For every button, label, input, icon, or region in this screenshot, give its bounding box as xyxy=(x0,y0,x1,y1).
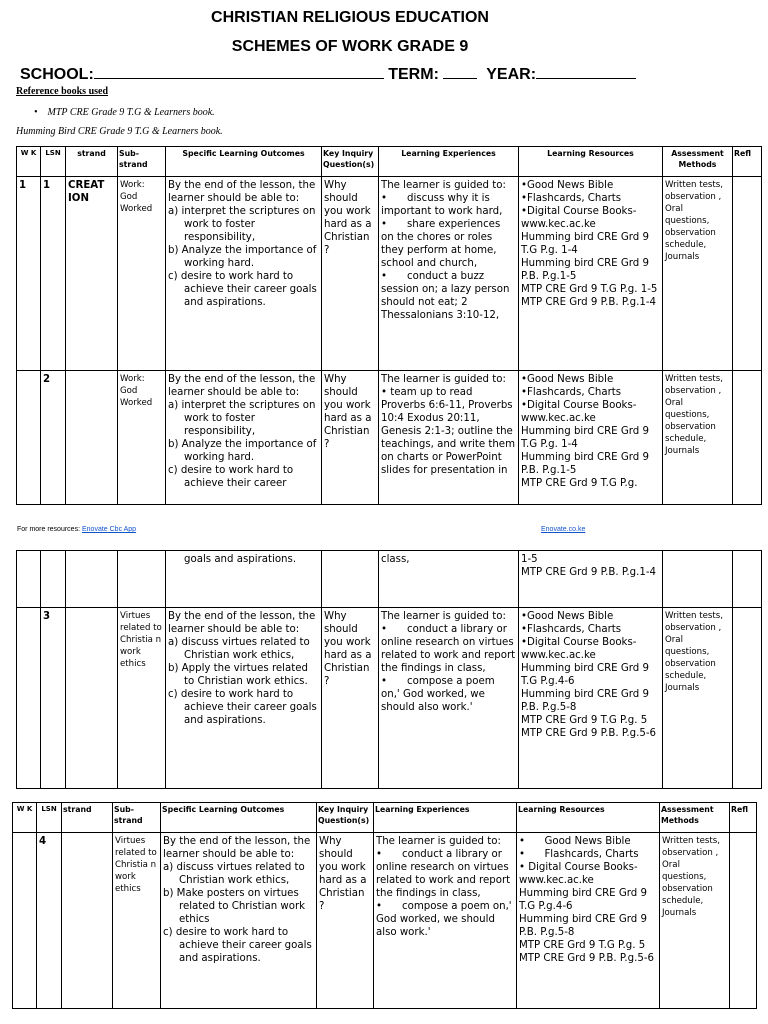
assessment-cell: Written tests, observation , Oral questions, observation schedule, Journals xyxy=(663,177,733,371)
col-strand: strand xyxy=(62,803,113,833)
col-experiences: Learning Experiences xyxy=(379,147,519,177)
col-substrand: Sub-strand xyxy=(118,147,166,177)
week-cell xyxy=(17,608,41,789)
col-wk: W K xyxy=(13,803,37,833)
resource-item: Humming bird CRE Grd 9 T.G P.g. 1-4 xyxy=(521,232,649,256)
experience-item: • discuss why it is important to work hard, xyxy=(381,193,503,217)
table-header-row xyxy=(17,147,762,177)
year-blank xyxy=(536,64,636,79)
col-outcomes: Specific Learning Outcomes xyxy=(161,803,317,833)
reflection-cell xyxy=(733,371,762,505)
lesson-cell: 4 xyxy=(37,833,62,1009)
week-cell xyxy=(17,551,41,608)
resource-item: Humming bird CRE Grd 9 P.B. P.g.5-8 xyxy=(521,689,649,713)
outcome-item: c) desire to work hard to achieve their career goals and aspirations. xyxy=(163,927,312,964)
experience-item: • compose a poem on,' God worked, we should also work.' xyxy=(381,676,495,713)
footer-left xyxy=(17,526,136,533)
resource-item: Humming bird CRE Grd 9 T.G P.g. 1-4 xyxy=(521,426,649,450)
scheme-table-3 xyxy=(12,802,757,1009)
resources-cell xyxy=(519,551,663,608)
experience-intro: The learner is guided to: xyxy=(381,180,506,191)
substrand-cell: Work: God Worked xyxy=(118,371,166,505)
experience-intro: The learner is guided to: xyxy=(381,611,506,622)
outcome-item: b) Analyze the importance of working hard. xyxy=(168,245,317,269)
strand-cell xyxy=(62,833,113,1009)
reflection-cell xyxy=(733,551,762,608)
resource-item: MTP CRE Grd 9 P.B. P.g.5-6 xyxy=(519,953,654,964)
site-link[interactable]: Enovate.co.ke xyxy=(541,526,586,533)
inquiry-cell: Why should you work hard as a Christian ? xyxy=(322,608,379,789)
school-blank xyxy=(94,64,384,79)
inquiry-cell: Why should you work hard as a Christian ? xyxy=(322,371,379,505)
experiences-cell xyxy=(379,371,519,505)
col-experiences: Learning Experiences xyxy=(374,803,517,833)
resource-item: •Good News Bible xyxy=(521,611,614,622)
outcome-item: a) discuss virtues related to Christian work ethics, xyxy=(168,637,310,661)
resource-item: •Flashcards, Charts xyxy=(521,193,622,204)
experiences-cell xyxy=(379,608,519,789)
outcomes-cell xyxy=(166,177,322,371)
outcomes-cell xyxy=(166,551,322,608)
lesson-cell: 1 xyxy=(41,177,66,371)
table-header-row xyxy=(13,803,757,833)
inquiry-cell: Why should you work hard as a Christian ? xyxy=(317,833,374,1009)
strand-cell xyxy=(66,608,118,789)
lesson-cell: 3 xyxy=(41,608,66,789)
reflection-cell xyxy=(733,177,762,371)
resource-item: Humming bird CRE Grd 9 T.G P.g.4-6 xyxy=(519,888,647,912)
col-reflection: Refl xyxy=(730,803,757,833)
substrand-cell: Virtues related to Christia n work ethics xyxy=(113,833,161,1009)
outcome-item: a) interpret the scriptures on work to foster responsibility, xyxy=(168,400,316,437)
outcome-intro: By the end of the lesson, the learner should be able to: xyxy=(168,374,316,398)
col-resources: Learning Resources xyxy=(519,147,663,177)
substrand-cell xyxy=(118,551,166,608)
outcome-intro: By the end of the lesson, the learner should be able to: xyxy=(168,611,316,635)
resource-item: •Flashcards, Charts xyxy=(521,624,622,635)
resources-cell xyxy=(519,177,663,371)
outcome-item: c) desire to work hard to achieve their career goals and aspirations. xyxy=(168,689,317,726)
substrand-cell: Work: God Worked xyxy=(118,177,166,371)
week-cell xyxy=(13,833,37,1009)
scheme-table-1 xyxy=(16,146,762,505)
resource-item: MTP CRE Grd 9 T.G P.g. xyxy=(521,478,638,489)
outcome-item: c) desire to work hard to achieve their career xyxy=(168,465,294,489)
outcome-item: a) interpret the scriptures on work to foster responsibility, xyxy=(168,206,316,243)
table-row xyxy=(17,551,762,608)
lesson-cell xyxy=(41,551,66,608)
outcome-intro: By the end of the lesson, the learner should be able to: xyxy=(168,180,316,204)
footer-right xyxy=(541,526,585,533)
reference-line: Humming Bird CRE Grade 9 T.G & Learners book. xyxy=(16,126,223,137)
experience-intro: The learner is guided to: xyxy=(376,836,501,847)
reflection-cell xyxy=(733,608,762,789)
resource-item: • Digital Course Books-www.kec.ac.ke xyxy=(519,862,638,886)
resource-item: •Digital Course Books- www.kec.ac.ke xyxy=(521,206,637,230)
school-term-year-line xyxy=(20,64,636,84)
reference-heading: Reference books used xyxy=(16,86,109,97)
outcome-item: c) desire to work hard to achieve their career goals and aspirations. xyxy=(168,271,317,308)
document-title: CHRISTIAN RELIGIOUS EDUCATION xyxy=(211,9,489,26)
outcome-item: b) Apply the virtues related to Christian work ethics. xyxy=(168,663,308,687)
reference-bullet: • MTP CRE Grade 9 T.G & Learners book. xyxy=(34,107,215,118)
outcome-item: a) discuss virtues related to Christian work ethics, xyxy=(163,862,305,886)
resource-item: •Digital Course Books- www.kec.ac.ke xyxy=(521,400,637,424)
resource-item: •Flashcards, Charts xyxy=(521,387,622,398)
outcomes-cell xyxy=(166,608,322,789)
col-substrand: Sub-strand xyxy=(113,803,161,833)
resource-item: •Good News Bible xyxy=(521,180,614,191)
resource-item: Humming bird CRE Grd 9 P.B. P.g.1-5 xyxy=(521,452,649,476)
col-assessment: Assessment Methods xyxy=(663,147,733,177)
resource-item: Humming bird CRE Grd 9 T.G P.g.4-6 xyxy=(521,663,649,687)
experience-item: • share experiences on the chores or roles they perform at home, school and church, xyxy=(381,219,501,269)
col-strand: strand xyxy=(66,147,118,177)
experience-item: • compose a poem on,' God worked, we should also work.' xyxy=(376,901,512,938)
table-row xyxy=(17,371,762,505)
resource-item: MTP CRE Grd 9 T.G P.g. 5 xyxy=(519,940,646,951)
inquiry-cell xyxy=(322,551,379,608)
experiences-cell xyxy=(379,177,519,371)
col-inquiry: Key Inquiry Question(s) xyxy=(317,803,374,833)
outcome-continued: goals and aspirations. xyxy=(184,554,297,565)
term-label: TERM: xyxy=(388,66,439,83)
resource-item: MTP CRE Grd 9 P.B. P.g.1-4 xyxy=(521,567,656,578)
inquiry-cell: Why should you work hard as a Christian ? xyxy=(322,177,379,371)
reflection-cell xyxy=(730,833,757,1009)
resources-cell xyxy=(519,371,663,505)
resource-item: Humming bird CRE Grd 9 P.B. P.g.1-5 xyxy=(521,258,649,282)
col-outcomes: Specific Learning Outcomes xyxy=(166,147,322,177)
outcome-intro: By the end of the lesson, the learner should be able to: xyxy=(163,836,311,860)
resources-cell xyxy=(517,833,660,1009)
assessment-cell: Written tests, observation , Oral questions, observation schedule, Journals xyxy=(663,608,733,789)
experience-item: • conduct a buzz session on; a lazy person should not eat; 2 Thessalonians 3:10-12, xyxy=(381,271,510,321)
col-assessment: Assessment Methods xyxy=(660,803,730,833)
outcome-item: b) Make posters on virtues related to Christian work ethics xyxy=(163,888,306,925)
resource-item: • Good News Bible xyxy=(519,836,631,847)
lesson-cell: 2 xyxy=(41,371,66,505)
experiences-cell xyxy=(374,833,517,1009)
scheme-table-2 xyxy=(16,550,762,789)
week-cell xyxy=(17,371,41,505)
resource-item: MTP CRE Grd 9 P.B. P.g.1-4 xyxy=(521,297,656,308)
experience-item: • conduct a library or online research on virtues related to work and report the findings in class, xyxy=(381,624,516,674)
strand-cell xyxy=(66,371,118,505)
col-reflection: Refl xyxy=(733,147,762,177)
col-lsn: LSN xyxy=(41,147,66,177)
table-row xyxy=(17,177,762,371)
resource-item: Humming bird CRE Grd 9 P.B. P.g.5-8 xyxy=(519,914,647,938)
resource-item: •Good News Bible xyxy=(521,374,614,385)
footer-label: For more resources: xyxy=(17,526,81,533)
outcomes-cell xyxy=(166,371,322,505)
table-row xyxy=(13,833,757,1009)
assessment-cell: Written tests, observation , Oral questions, observation schedule, Journals xyxy=(663,371,733,505)
strand-cell: CREAT ION xyxy=(66,177,118,371)
substrand-cell: Virtues related to Christia n work ethics xyxy=(118,608,166,789)
experience-item: • team up to read Proverbs 6:6-11, Proverbs 10:4 Exodus 20:11, Genesis 2:1-3; outline the teachings, and write them on charts or PowerPoint slides for presentation in xyxy=(381,387,515,476)
resource-item: MTP CRE Grd 9 T.G P.g. 5 xyxy=(521,715,648,726)
col-wk: W K xyxy=(17,147,41,177)
resource-item: MTP CRE Grd 9 T.G P.g. 1-5 xyxy=(521,284,658,295)
outcomes-cell xyxy=(161,833,317,1009)
experience-item: • conduct a library or online research on virtues related to work and report the findings in class, xyxy=(376,849,511,899)
term-blank xyxy=(443,64,477,79)
assessment-cell: Written tests, observation , Oral questions, observation schedule, Journals xyxy=(660,833,730,1009)
col-inquiry: Key Inquiry Question(s) xyxy=(322,147,379,177)
outcome-item: b) Analyze the importance of working hard. xyxy=(168,439,317,463)
col-lsn: LSN xyxy=(37,803,62,833)
week-cell: 1 xyxy=(17,177,41,371)
col-resources: Learning Resources xyxy=(517,803,660,833)
table-row xyxy=(17,608,762,789)
school-label: SCHOOL: xyxy=(20,66,94,83)
resource-item: MTP CRE Grd 9 P.B. P.g.5-6 xyxy=(521,728,656,739)
assessment-cell xyxy=(663,551,733,608)
strand-cell xyxy=(66,551,118,608)
experiences-cell: class, xyxy=(379,551,519,608)
resource-item: •Digital Course Books- www.kec.ac.ke xyxy=(521,637,637,661)
resource-item: 1-5 xyxy=(521,554,538,565)
document-subtitle: SCHEMES OF WORK GRADE 9 xyxy=(231,38,469,55)
app-link[interactable]: Enovate Cbc App xyxy=(81,526,137,533)
year-label: YEAR: xyxy=(486,66,537,83)
experience-intro: The learner is guided to: xyxy=(381,374,506,385)
resource-item: • Flashcards, Charts xyxy=(519,849,639,860)
resources-cell xyxy=(519,608,663,789)
